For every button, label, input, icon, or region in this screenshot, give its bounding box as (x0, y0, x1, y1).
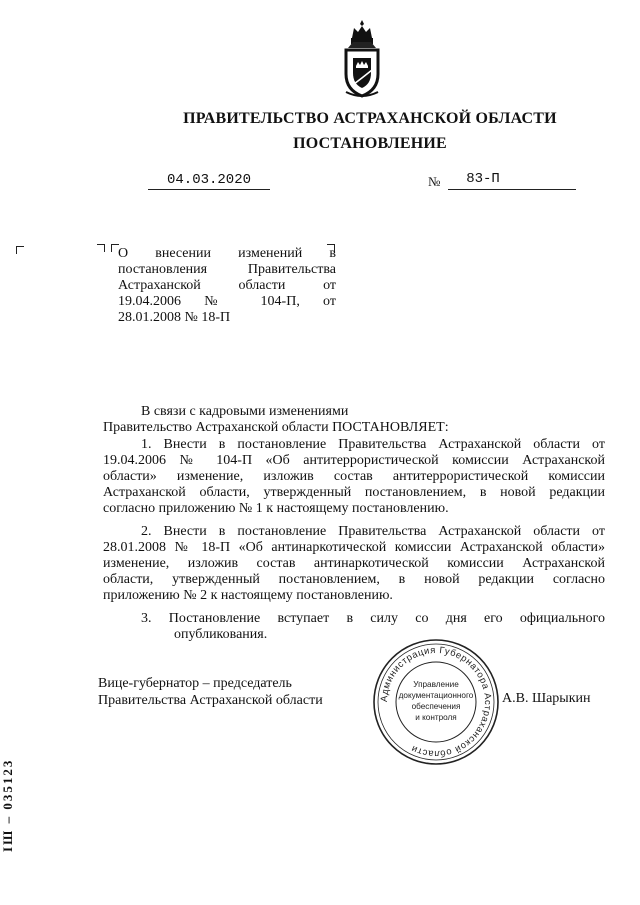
date-underline (148, 189, 270, 190)
paragraph-line: Астраханской области, утвержденный постановлением, в новой редакции (103, 485, 605, 500)
paragraph-1 (103, 437, 605, 517)
subject-corner-left-outer (16, 246, 24, 254)
number-underline (448, 189, 576, 190)
paragraph-line: 1. Внести в постановление Правительства Астраханской области от (141, 437, 605, 452)
paragraph-line: области» изменение, изложив состав антитеррористической комиссии (103, 469, 605, 484)
form-serial-number: ІШ – 035123 (0, 758, 15, 852)
subject-line: 19.04.2006 № 104-П, от (118, 294, 336, 309)
signatory-name: А.В. Шарыкин (502, 691, 591, 706)
subject-line: постановления Правительства (118, 262, 336, 277)
paragraph-3 (103, 611, 605, 643)
paragraph-line: 28.01.2008 № 18-П «Об антинаркотической комиссии Астраханской области» (103, 540, 605, 555)
official-seal-stamp (371, 637, 501, 767)
paragraph-line: опубликования. (174, 627, 268, 642)
seal-center-line: документационного (398, 691, 474, 700)
seal-ring-text: Администрация Губернатора Астраханской области (377, 643, 495, 761)
paragraph-line: области, утвержденный постановлением, в новой редакции согласно (103, 572, 605, 587)
document-number: 83-П (466, 171, 500, 187)
signatory-title-line: Вице-губернатор – председатель (98, 676, 292, 691)
paragraph-line: согласно приложению № 1 к настоящему постановлению. (103, 501, 449, 516)
subject-line: Астраханской области от (118, 278, 336, 293)
document-date: 04.03.2020 (166, 172, 251, 188)
intro-paragraph (103, 404, 605, 436)
seal-center-line: Управление (413, 680, 459, 689)
document-type: ПОСТАНОВЛЕНИЕ (293, 135, 447, 152)
paragraph-line: 19.04.2006 № 104-П «Об антитеррористической комиссии Астраханской (103, 453, 605, 468)
paragraph-line: 3. Постановление вступает в силу со дня его официального (141, 611, 605, 626)
subject-line: О внесении изменений в (118, 246, 336, 261)
seal-center-line: и контроля (415, 713, 457, 722)
number-sign: № (428, 174, 441, 189)
signatory-title-line: Правительства Астраханской области (98, 693, 323, 708)
subject-corner-left-mid (97, 244, 105, 252)
paragraph-line: приложению № 2 к настоящему постановлению. (103, 588, 393, 603)
seal-center-line: обеспечения (411, 702, 461, 711)
paragraph-2 (103, 524, 605, 604)
organization-title: ПРАВИТЕЛЬСТВО АСТРАХАНСКОЙ ОБЛАСТИ (183, 110, 557, 127)
intro-line: Правительство Астраханской области ПОСТАНОВЛЯЕТ: (103, 420, 449, 435)
intro-line: В связи с кадровыми изменениями (141, 404, 349, 419)
coat-of-arms-emblem (340, 18, 384, 100)
paragraph-line: изменение, изложив состав антинаркотической комиссии Астраханской (103, 556, 605, 571)
subject-line: 28.01.2008 № 18-П (118, 310, 231, 325)
signatory-title (98, 675, 323, 709)
subject-heading (118, 246, 336, 326)
paragraph-line: 2. Внести в постановление Правительства Астраханской области от (141, 524, 605, 539)
